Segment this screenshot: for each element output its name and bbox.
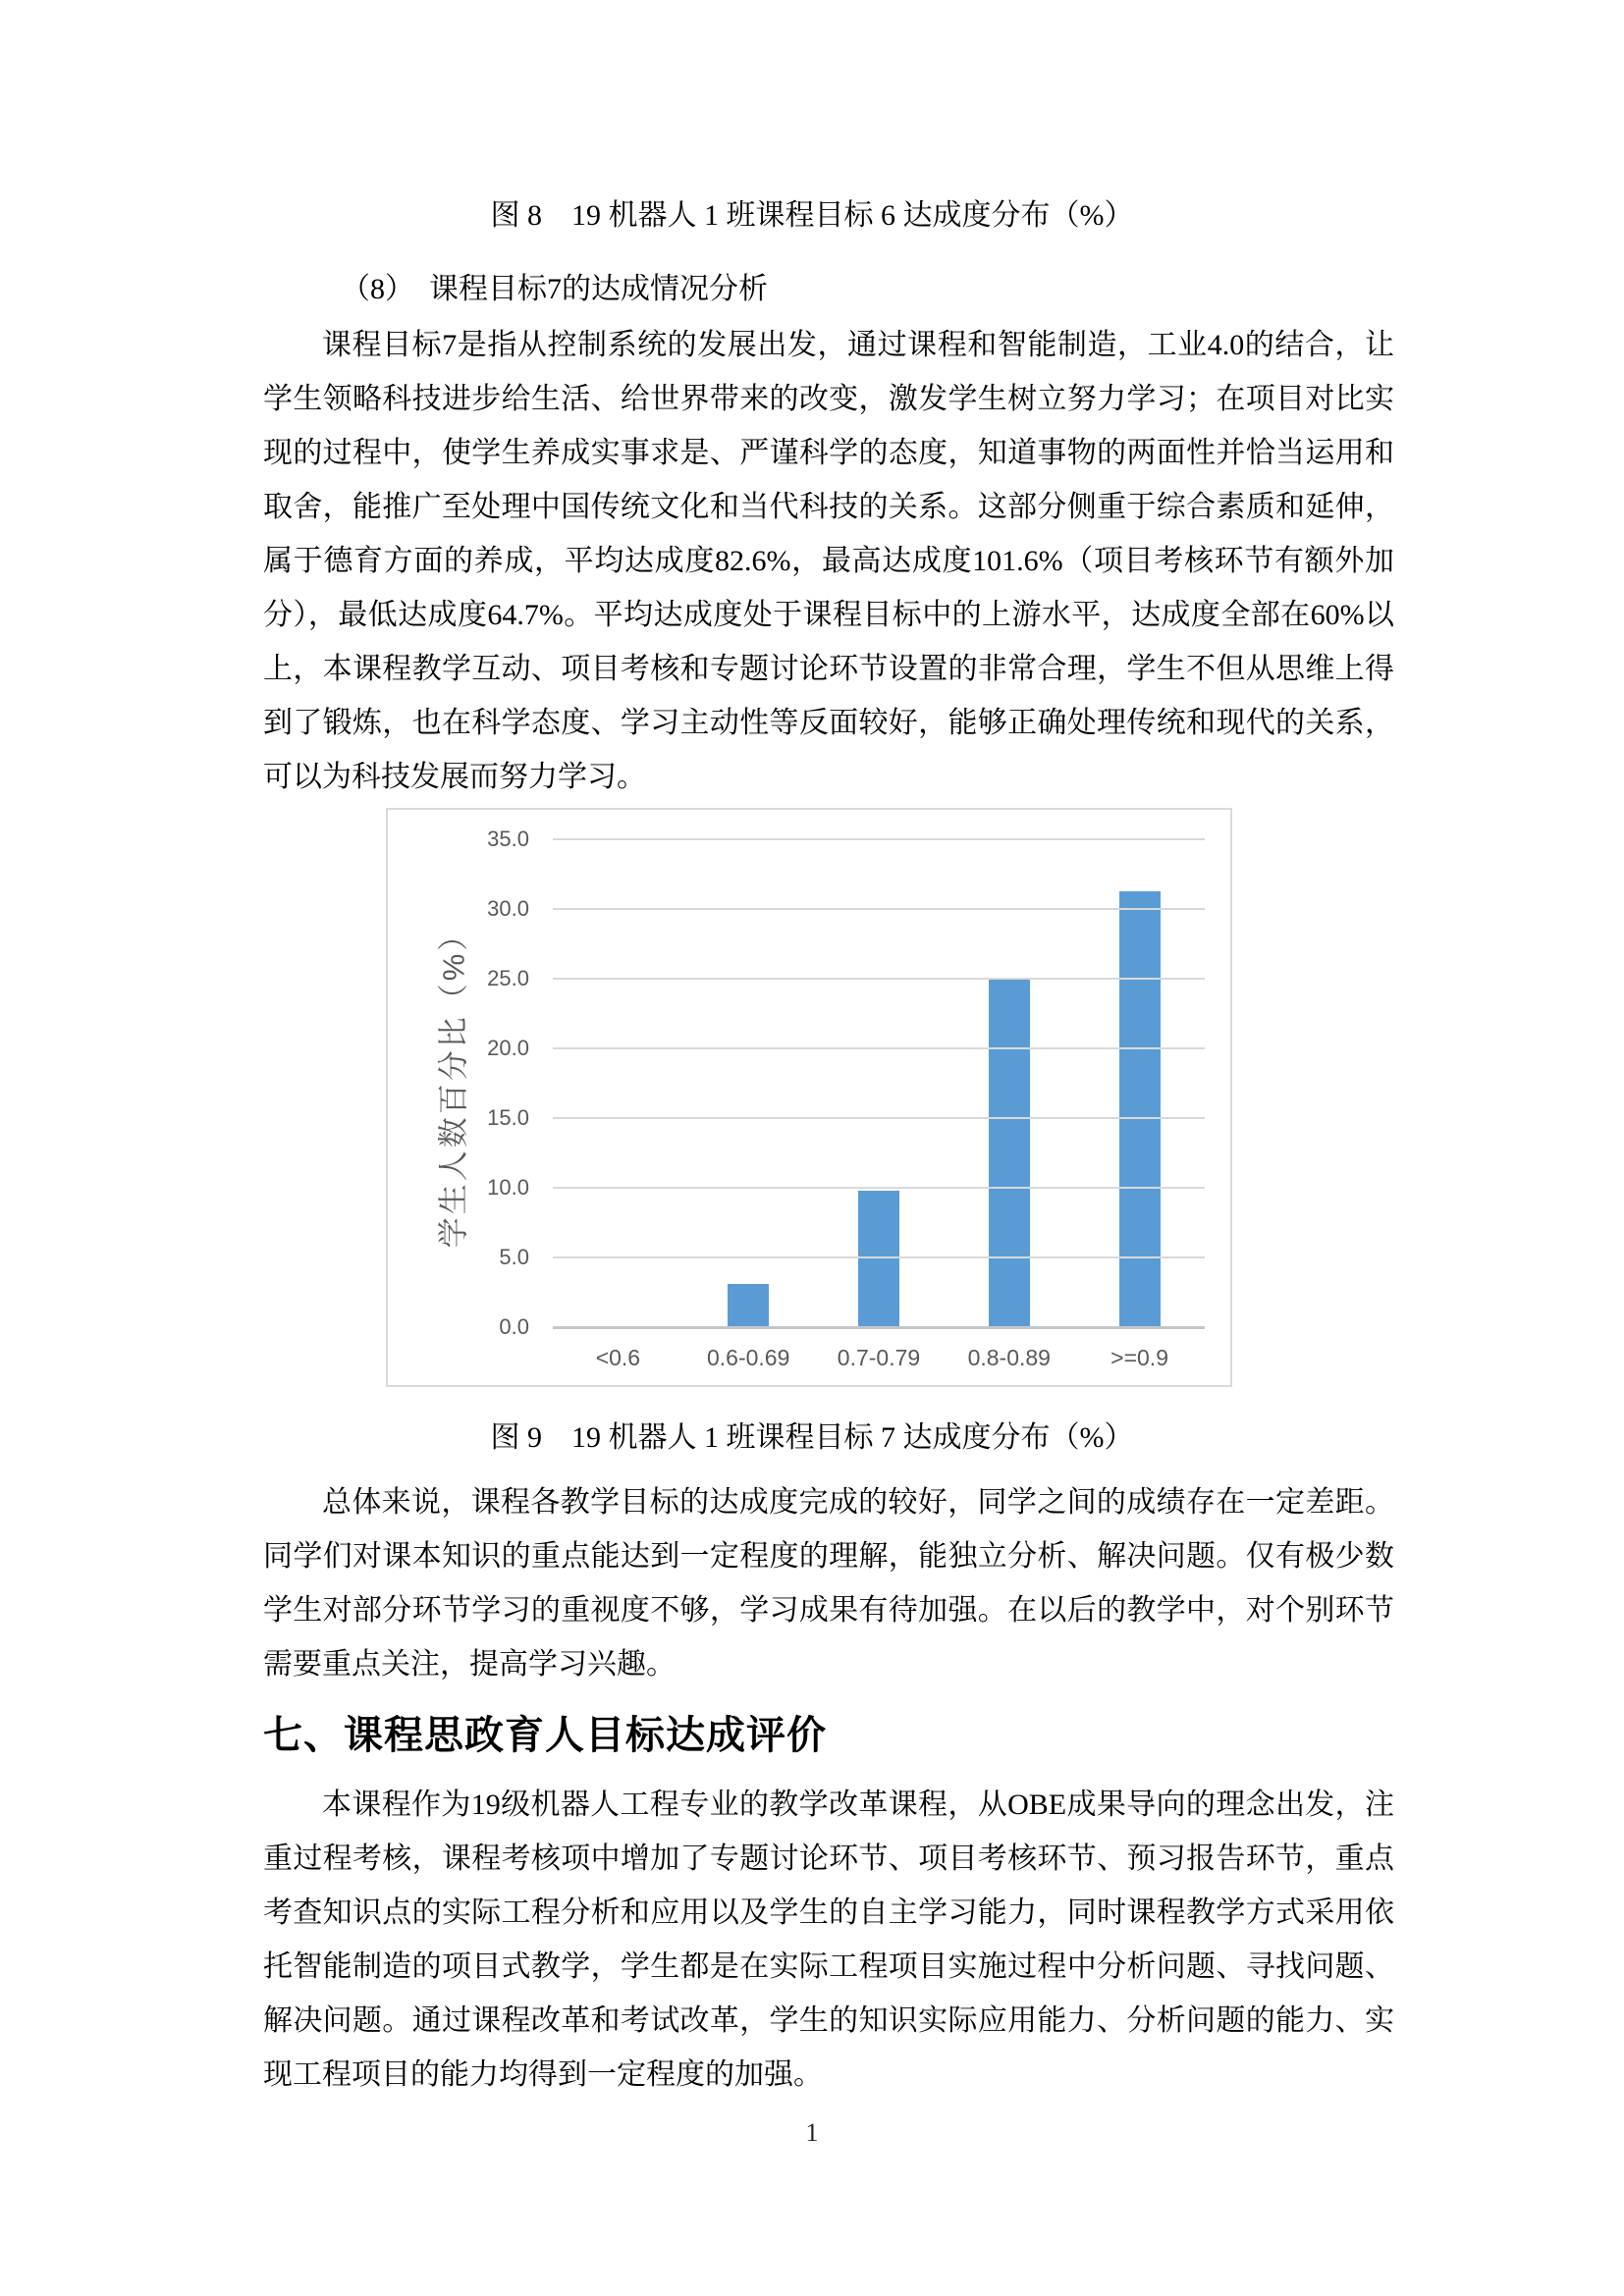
chart-plot-area: [553, 839, 1205, 1327]
gridline: [553, 1047, 1205, 1049]
paragraph-course-ideology-evaluation: 本课程作为19级机器人工程专业的教学改革课程，从OBE成果导向的理念出发，注重过程考核，课程考核项中增加了专题讨论环节、项目考核环节、预习报告环节，重点考查知识点的实际工程分析和应用以及学生的自主学习能力，同时课程教学方式采用依托智能制造的项目式教学，学生都是在实际工程项目实施过程中分析问题、寻找问题、解决问题。通过课程改革和考试改革，学生的知识实际应用能力、分析问题的能力、实现工程项目的能力均得到一定程度的加强。: [263, 1789, 1394, 2091]
gridline: [553, 908, 1205, 910]
figure8-caption: 图 8 19 机器人 1 班课程目标 6 达成度分布（%）: [490, 199, 1134, 232]
bar-slot: [944, 839, 1074, 1327]
chart-y-axis-title: 学生人数百分比（%）: [436, 917, 471, 1249]
y-tick-label: 0.0: [499, 1314, 529, 1339]
gridline: [553, 1117, 1205, 1119]
paragraph-objective7-analysis: 课程目标7是指从控制系统的发展出发，通过课程和智能制造，工业4.0的结合，让学生领略科技进步给生活、给世界带来的改变，激发学生树立努力学习；在项目对比实现的过程中，使学生养成实事求是、严谨科学的态度，知道事物的两面性并恰当运用和取舍，能推广至处理中国传统文化和当代科技的关系。这部分侧重于综合素质和延伸，属于德育方面的养成，平均达成度82.6%，最高达成度101.6%（项目考核环节有额外加分），最低达成度64.7%。平均达成度处于课程目标中的上游水平，达成度全部在60%以上，本课程教学互动、项目考核和专题讨论环节设置的非常合理，学生不但从思维上得到了锻炼，也在科学态度、学习主动性等反面较好，能够正确处理传统和现代的关系，可以为科技发展而努力学习。: [263, 329, 1394, 793]
bar-chart-figure9: [386, 808, 1232, 1387]
gridline: [553, 1187, 1205, 1189]
paragraph-overall-summary: 总体来说，课程各教学目标的达成度完成的较好，同学之间的成绩存在一定差距。同学们对课本知识的重点能达到一定程度的理解，能独立分析、解决问题。仅有极少数学生对部分环节学习的重视度不够，学习成果有待加强。在以后的教学中，对个别环节需要重点关注，提高学习兴趣。: [263, 1486, 1394, 1681]
chart-x-axis-labels: [553, 1345, 1205, 1371]
bar-0.7-0.79: [858, 1191, 899, 1327]
x-axis-line: [553, 1326, 1205, 1329]
x-tick-label: <0.6: [595, 1345, 641, 1370]
gridline: [553, 978, 1205, 980]
x-tick-label: 0.7-0.79: [837, 1345, 921, 1370]
y-tick-label: 35.0: [487, 827, 529, 851]
x-tick-label: >=0.9: [1110, 1345, 1168, 1370]
gridline: [553, 838, 1205, 840]
bar-slot: [553, 839, 683, 1327]
figure9-caption: 图 9 19 机器人 1 班课程目标 7 达成度分布（%）: [490, 1421, 1134, 1454]
x-tick-label: 0.6-0.69: [706, 1345, 790, 1370]
y-tick-label: 5.0: [499, 1245, 529, 1269]
y-tick-label: 15.0: [487, 1105, 529, 1130]
bar-slot: [814, 839, 945, 1327]
bar-slot: [683, 839, 814, 1327]
gridline: [553, 1256, 1205, 1258]
bar-0.8-0.89: [989, 979, 1030, 1327]
y-tick-label: 20.0: [487, 1036, 529, 1060]
y-tick-label: 10.0: [487, 1175, 529, 1200]
y-tick-label: 30.0: [487, 896, 529, 921]
bar->=0.9: [1119, 891, 1161, 1327]
x-tick-label: 0.8-0.89: [967, 1345, 1051, 1370]
section-7-heading: 七、课程思政育人目标达成评价: [263, 1714, 827, 1757]
y-tick-label: 25.0: [487, 966, 529, 990]
chart-bars: [553, 839, 1205, 1327]
bar-0.6-0.69: [728, 1284, 769, 1327]
page-number: 1: [805, 2118, 819, 2147]
section-8-subheading: （8） 课程目标7的达成情况分析: [341, 273, 768, 305]
bar-slot: [1074, 839, 1205, 1327]
